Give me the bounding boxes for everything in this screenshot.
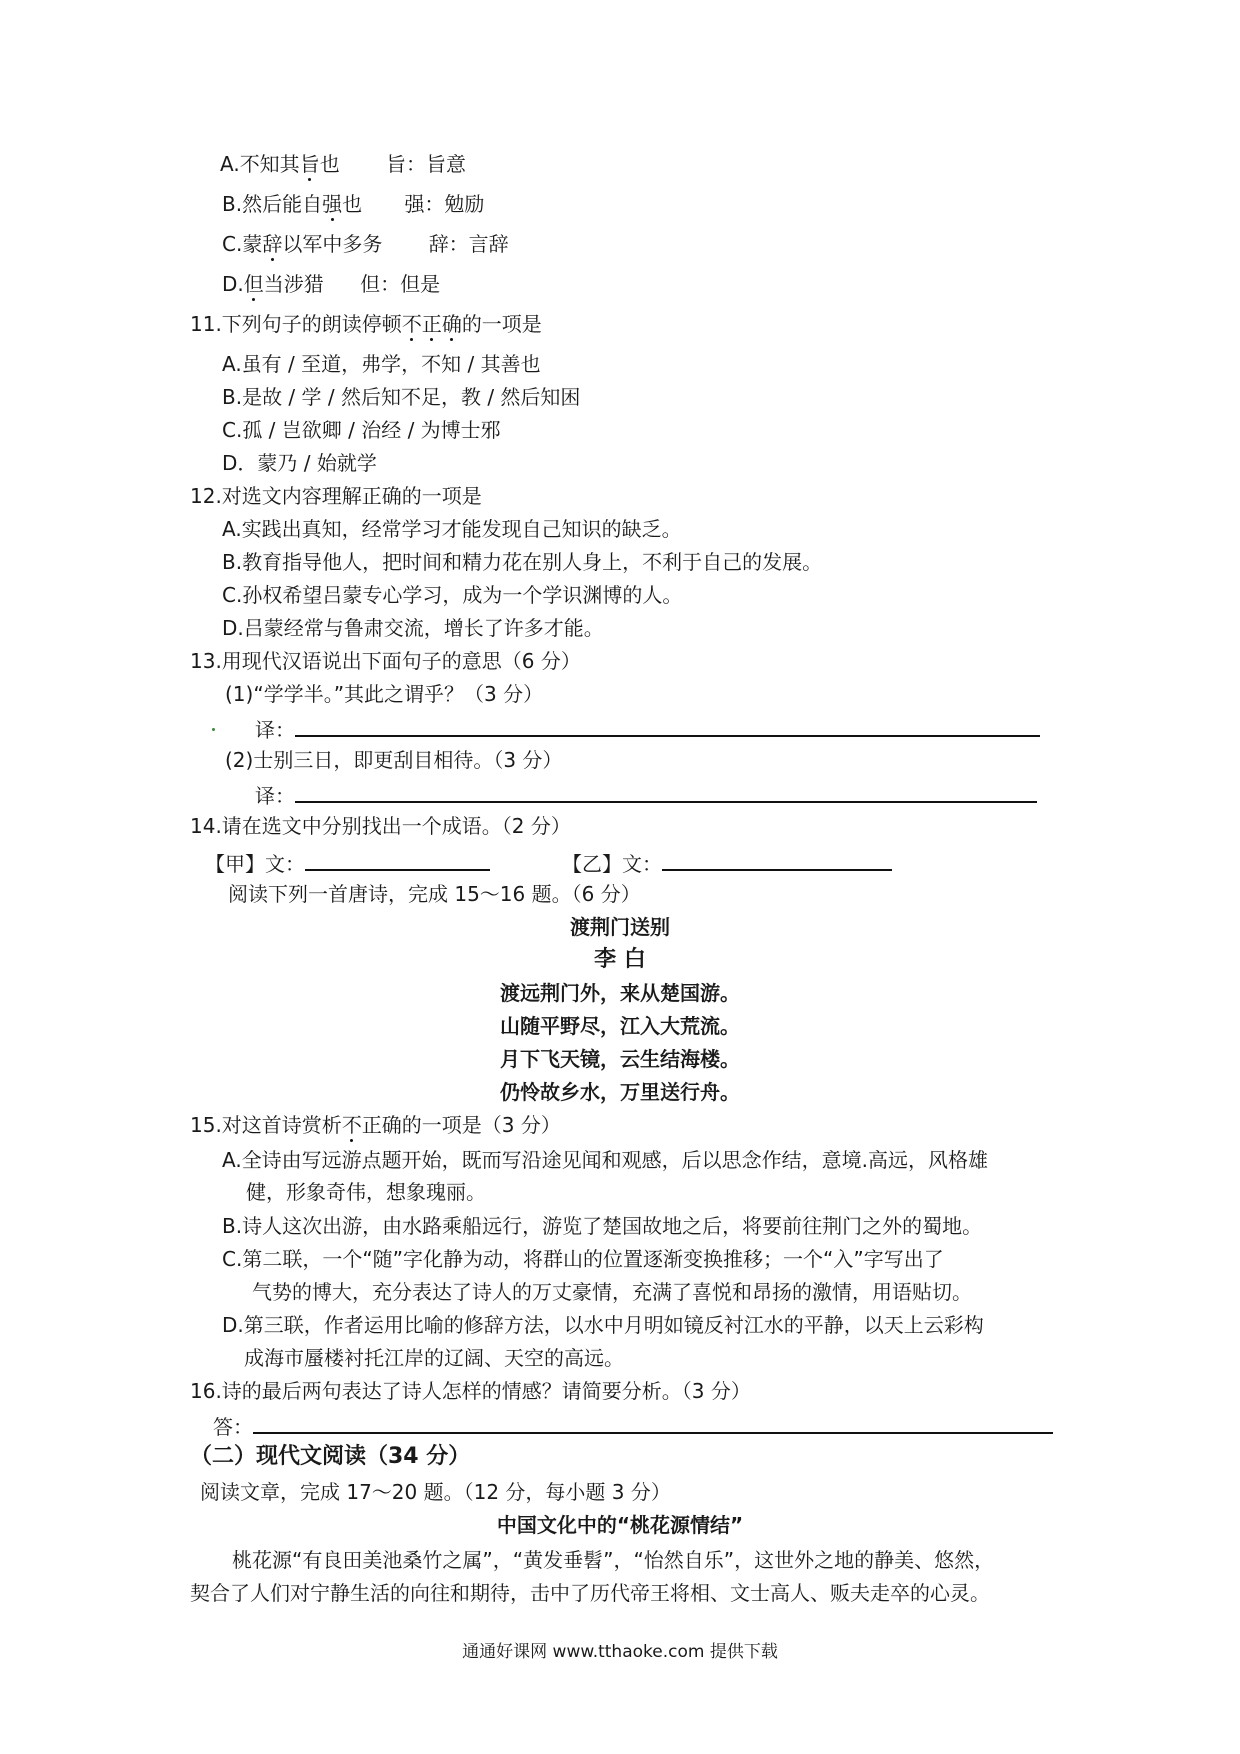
q10-option-b bbox=[222, 190, 484, 218]
poem-intro: 阅读下列一首唐诗，完成 15～16 题。（6 分） bbox=[228, 882, 641, 906]
q15-option-c-line-2: 气势的博大，充分表达了诗人的万丈豪情，充满了喜悦和昂扬的激情，用语贴切。 bbox=[252, 1280, 972, 1304]
q11-option-a: A.虽有 / 至道，弗学，不知 / 其善也 bbox=[222, 352, 541, 376]
q15-stem bbox=[190, 1111, 561, 1139]
q11-stem-dotted-1: 不 bbox=[401, 312, 422, 336]
q10-d-text-end: 当涉猎 bbox=[263, 272, 324, 296]
q10-a-text: A.不知其 bbox=[220, 152, 300, 176]
q13-translate-2 bbox=[255, 779, 1037, 810]
q14-yi bbox=[562, 847, 892, 878]
q15-option-d-line-2: 成海市蜃楼衬托江岸的辽阔、天空的高远。 bbox=[244, 1346, 624, 1370]
q11-stem bbox=[190, 310, 542, 338]
q10-c-gloss: 辞：言辞 bbox=[428, 232, 509, 256]
q10-c-dotted: 辞 bbox=[262, 232, 283, 256]
q10-c-text-end: 以军中多务 bbox=[282, 232, 383, 256]
stray-mark bbox=[212, 728, 215, 731]
poem-line-3: 月下飞天镜，云生结海楼。 bbox=[500, 1047, 740, 1071]
q11-option-d: D．蒙乃 / 始就学 bbox=[222, 451, 377, 475]
q12-stem: 12.对选文内容理解正确的一项是 bbox=[190, 484, 482, 508]
q10-a-dotted: 旨 bbox=[299, 152, 320, 176]
poem-line-4: 仍怜故乡水，万里送行舟。 bbox=[500, 1080, 740, 1104]
q11-stem-text: 11.下列句子的朗读停顿 bbox=[190, 312, 402, 336]
footer: 通通好课网 www.tthaoke.com 提供下载 bbox=[462, 1642, 778, 1662]
q13-answer-line-2[interactable] bbox=[295, 779, 1037, 803]
q13-translate-label-1: 译： bbox=[255, 718, 295, 742]
q14-jia bbox=[205, 847, 490, 878]
q10-option-d bbox=[222, 270, 440, 298]
q11-option-c: C.孤 / 岂欲卿 / 治经 / 为博士邪 bbox=[222, 418, 501, 442]
poem-title: 渡荆门送别 bbox=[570, 915, 670, 939]
article-paragraph-line-2: 契合了人们对宁静生活的向往和期待，击中了历代帝王将相、文士高人、贩夫走卒的心灵。 bbox=[190, 1581, 990, 1605]
q11-stem-dotted-2: 正 bbox=[421, 312, 442, 336]
q12-option-a: A.实践出真知，经常学习才能发现自己知识的缺乏。 bbox=[222, 517, 682, 541]
q13-sentence-2: (2)士别三日，即更刮目相待。（3 分） bbox=[225, 748, 563, 772]
q11-stem-dotted-3: 确 bbox=[441, 312, 462, 336]
q10-d-text: D. bbox=[222, 272, 244, 296]
q10-option-c bbox=[222, 230, 509, 258]
q15-option-b: B.诗人这次出游，由水路乘船远行，游览了楚国故地之后，将要前往荆门之外的蜀地。 bbox=[222, 1214, 983, 1238]
q11-option-b: B.是故 / 学 / 然后知不足，教 / 然后知困 bbox=[222, 385, 581, 409]
section-heading: （二）现代文阅读（34 分） bbox=[190, 1444, 471, 1469]
poem-line-1: 渡远荆门外，来从楚国游。 bbox=[500, 981, 740, 1005]
q10-a-gloss: 旨：旨意 bbox=[386, 152, 467, 176]
q16-answer bbox=[213, 1410, 1053, 1441]
q15-stem-dotted: 不 bbox=[341, 1113, 362, 1137]
q10-b-dotted: 强 bbox=[322, 192, 343, 216]
q16-answer-line[interactable] bbox=[253, 1410, 1053, 1434]
q15-option-a-line-2: 健，形象奇伟，想象瑰丽。 bbox=[246, 1180, 486, 1204]
q16-stem: 16.诗的最后两句表达了诗人怎样的情感？请简要分析。（3 分） bbox=[190, 1379, 751, 1403]
q13-answer-line-1[interactable] bbox=[295, 713, 1040, 737]
q10-b-text-end: 也 bbox=[342, 192, 363, 216]
q10-b-text: B.然后能自 bbox=[222, 192, 323, 216]
q15-stem-text: 15.对这首诗赏析 bbox=[190, 1113, 342, 1137]
q14-jia-answer-line[interactable] bbox=[305, 847, 490, 871]
q16-answer-label: 答： bbox=[213, 1415, 253, 1439]
q13-translate-1 bbox=[255, 713, 1040, 744]
q14-jia-label: 【甲】文： bbox=[205, 852, 305, 876]
q10-a-text-end: 也 bbox=[319, 152, 340, 176]
q12-option-b: B.教育指导他人，把时间和精力花在别人身上，不利于自己的发展。 bbox=[222, 550, 823, 574]
q15-option-a-line-1: A.全诗由写远游点题开始，既而写沿途见闻和观感，后以思念作结，意境.高远，风格雄 bbox=[222, 1148, 989, 1172]
q12-option-c: C.孙权希望吕蒙专心学习，成为一个学识渊博的人。 bbox=[222, 583, 683, 607]
q13-translate-label-2: 译： bbox=[255, 784, 295, 808]
section-intro: 阅读文章，完成 17～20 题。（12 分，每小题 3 分） bbox=[200, 1480, 671, 1504]
q15-option-c-line-1: C.第二联，一个“随”字化静为动，将群山的位置逐渐变换推移；一个“入”字写出了 bbox=[222, 1247, 944, 1271]
article-paragraph-line-1: 桃花源“有良田美池桑竹之属”，“黄发垂髫”，“怡然自乐”，这世外之地的静美、悠然， bbox=[232, 1548, 995, 1572]
q10-c-text: C.蒙 bbox=[222, 232, 263, 256]
poem-line-2: 山随平野尽，江入大荒流。 bbox=[500, 1014, 740, 1038]
q14-stem: 14.请在选文中分别找出一个成语。（2 分） bbox=[190, 814, 571, 838]
q15-option-d-line-1: D.第三联，作者运用比喻的修辞方法，以水中月明如镜反衬江水的平静，以天上云彩构 bbox=[222, 1313, 984, 1337]
q14-yi-answer-line[interactable] bbox=[662, 847, 892, 871]
q13-stem: 13.用现代汉语说出下面句子的意思（6 分） bbox=[190, 649, 581, 673]
q12-option-d: D.吕蒙经常与鲁肃交流，增长了许多才能。 bbox=[222, 616, 604, 640]
q10-d-gloss: 但：但是 bbox=[360, 272, 441, 296]
q10-option-a bbox=[220, 150, 466, 178]
q11-stem-text-end: 的一项是 bbox=[461, 312, 542, 336]
q10-b-gloss: 强：勉励 bbox=[404, 192, 485, 216]
q15-stem-text-end: 正确的一项是（3 分） bbox=[361, 1113, 561, 1137]
poem-author: 李 白 bbox=[594, 947, 646, 972]
q10-d-dotted: 但 bbox=[243, 272, 264, 296]
article-title: 中国文化中的“桃花源情结” bbox=[496, 1513, 744, 1537]
q13-sentence-1: (1)“学学半。”其此之谓乎？（3 分） bbox=[225, 682, 544, 706]
q14-yi-label: 【乙】文： bbox=[562, 852, 662, 876]
